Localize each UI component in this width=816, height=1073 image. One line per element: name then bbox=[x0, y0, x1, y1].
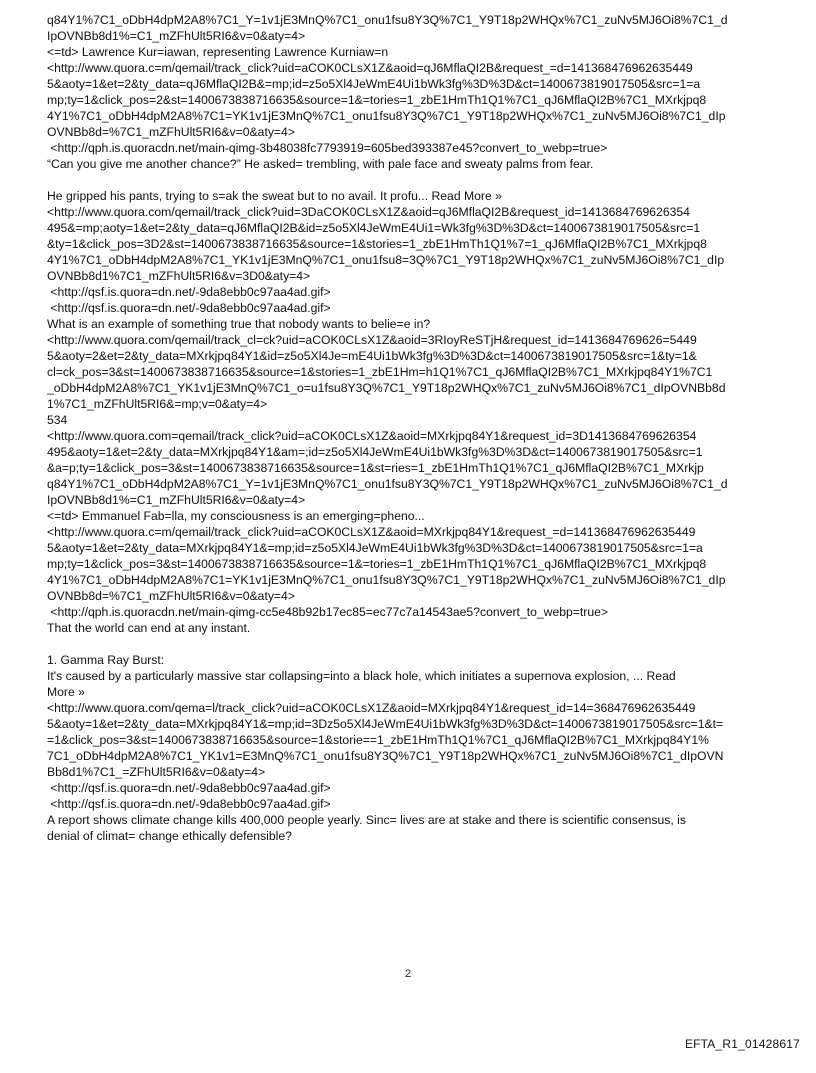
text-line: cl=ck_pos=3&st=1400673838716635&source=1&stories=1_zbE1Hm=h1Q1%7C1_qJ6MflaQI2B%7C1_MXrkjpq84Y1%7C1 bbox=[47, 365, 713, 379]
text-line: <http://qsf.is.quora=dn.net/-9da8ebb0c97aa4ad.gif> bbox=[47, 285, 331, 299]
text-line: 7C1_oDbH4dpM2A8%7C1_YK1v1=E3MnQ%7C1_onu1fsu8Y3Q%7C1_Y9T18p2WHQx%7C1_zuNv5MJ6Oi8%7C1_dIpOVN bbox=[47, 749, 724, 763]
text-line: _oDbH4dpM2A8%7C1_YK1v1jE3MnQ%7C1_o=u1fsu8Y3Q%7C1_Y9T18p2WHQx%7C1_zuNv5MJ6Oi8%7C1_dIpOVNBb8d bbox=[47, 381, 726, 395]
text-line: <http://www.quora.c=m/qemail/track_click?uid=aCOK0CLsX1Z&aoid=qJ6MflaQI2B&request_=d=141368476962635449 bbox=[47, 61, 693, 75]
text-line: 495&aoty=1&et=2&ty_data=MXrkjpq84Y1&am=;id=z5o5Xl4JeWmE4Ui1bWk3fg%3D%3D&ct=1400673819017505&src=1 bbox=[47, 445, 703, 459]
text-line: q84Y1%7C1_oDbH4dpM2A8%7C1_Y=1v1jE3MnQ%7C1_onu1fsu8Y3Q%7C1_Y9T18p2WHQx%7C1_zuNv5MJ6Oi8%7C1_d bbox=[47, 477, 728, 491]
text-line: OVNBb8d=%7C1_mZFhUlt5RI6&v=0&aty=4> bbox=[47, 125, 295, 139]
text-line: 5&aoty=1&et=2&ty_data=qJ6MflaQI2B&=mp;id=z5o5Xl4JeWmE4Ui1bWk3fg%3D%3D&ct=1400673819017505&src=1=a bbox=[47, 77, 701, 91]
text-line: IpOVNBb8d1%=C1_mZFhUlt5RI6&v=0&aty=4> bbox=[47, 493, 306, 507]
text-line: <=td> Lawrence Kur=iawan, representing Lawrence Kurniaw=n bbox=[47, 45, 389, 59]
text-line: <http://www.quora.com/qema=l/track_click?uid=aCOK0CLsX1Z&aoid=MXrkjpq84Y1&request_id=14=368476962635449 bbox=[47, 701, 696, 715]
text-line: It's caused by a particularly massive star collapsing=into a black hole, which initiates a supernova explosion, ... Read bbox=[47, 669, 676, 683]
text-line: 534 bbox=[47, 413, 68, 427]
page-number: 2 bbox=[404, 968, 412, 980]
text-line: <http://qsf.is.quora=dn.net/-9da8ebb0c97aa4ad.gif> bbox=[47, 781, 331, 795]
text-line: <http://qsf.is.quora=dn.net/-9da8ebb0c97aa4ad.gif> bbox=[47, 301, 331, 315]
text-line: mp;ty=1&click_pos=3&st=1400673838716635&source=1&=tories=1_zbE1HmTh1Q1%7C1_qJ6MflaQI2B%7C1_MXrkjpq8 bbox=[47, 557, 707, 571]
text-line: OVNBb8d1%7C1_mZFhUlt5RI6&v=3D0&aty=4> bbox=[47, 269, 311, 283]
blank-line bbox=[47, 172, 775, 188]
email-body-text bbox=[47, 12, 775, 844]
text-line: mp;ty=1&click_pos=2&st=1400673838716635&source=1&=tories=1_zbE1HmTh1Q1%7C1_qJ6MflaQI2B%7C1_MXrkjpq8 bbox=[47, 93, 707, 107]
text-line: OVNBb8d=%7C1_mZFhUlt5RI6&v=0&aty=4> bbox=[47, 589, 295, 603]
blank-line bbox=[47, 636, 775, 652]
text-line: 1%7C1_mZFhUlt5RI6&=mp;v=0&aty=4> bbox=[47, 397, 268, 411]
text-line: <=td> Emmanuel Fab=lla, my consciousness is an emerging=pheno... bbox=[47, 509, 425, 523]
text-line: 4Y1%7C1_oDbH4dpM2A8%7C1=YK1v1jE3MnQ%7C1_onu1fsu8Y3Q%7C1_Y9T18p2WHQx%7C1_zuNv5MJ6Oi8%7C1_dIp bbox=[47, 573, 726, 587]
text-line: denial of climat= change ethically defensible? bbox=[47, 829, 292, 843]
text-line: 4Y1%7C1_oDbH4dpM2A8%7C1=YK1v1jE3MnQ%7C1_onu1fsu8Y3Q%7C1_Y9T18p2WHQx%7C1_zuNv5MJ6Oi8%7C1_dIp bbox=[47, 109, 726, 123]
text-line: =1&click_pos=3&st=1400673838716635&source=1&storie==1_zbE1HmTh1Q1%7C1_qJ6MflaQI2B%7C1_MXrkjpq84Y1% bbox=[47, 733, 709, 747]
text-line: <http://www.quora.com=qemail/track_click?uid=aCOK0CLsX1Z&aoid=MXrkjpq84Y1&request_id=3D1413684769626354 bbox=[47, 429, 697, 443]
text-line: <http://qsf.is.quora=dn.net/-9da8ebb0c97aa4ad.gif> bbox=[47, 797, 331, 811]
text-line: IpOVNBb8d1%=C1_mZFhUlt5RI6&v=0&aty=4> bbox=[47, 29, 306, 43]
text-line: <http://www.quora.c=m/qemail/track_click?uid=aCOK0CLsX1Z&aoid=MXrkjpq84Y1&request_=d=141368476962635449 bbox=[47, 525, 696, 539]
text-line: 4Y1%7C1_oDbH4dpM2A8%7C1_YK1v1jE3MnQ%7C1_onu1fsu8=3Q%7C1_Y9T18p2WHQx%7C1_zuNv5MJ6Oi8%7C1_dIp bbox=[47, 253, 725, 267]
text-line: “Can you give me another chance?” He asked= trembling, with pale face and sweaty palms from fear. bbox=[47, 157, 594, 171]
text-line: He gripped his pants, trying to s=ak the sweat but to no avail. It profu... Read More » bbox=[47, 189, 502, 203]
text-line: 5&aoty=1&et=2&ty_data=MXrkjpq84Y1&=mp;id=3Dz5o5Xl4JeWmE4Ui1bWk3fg%3D%3D&ct=1400673819017505&src=1&t= bbox=[47, 717, 724, 731]
document-id: EFTA_R1_01428617 bbox=[684, 1037, 800, 1051]
text-line: 495&=mp;aoty=1&et=2&ty_data=qJ6MflaQI2B&id=z5o5Xl4JeWmE4Ui1=Wk3fg%3D%3D&ct=1400673819017505&src=1 bbox=[47, 221, 701, 235]
text-line: <http://qph.is.quoracdn.net/main-qimg-3b48038fc7793919=605bed393387e45?convert_to_webp=true> bbox=[47, 141, 608, 155]
text-line: 5&aoty=1&et=2&ty_data=MXrkjpq84Y1&=mp;id=z5o5Xl4JeWmE4Ui1bWk3fg%3D%3D&ct=1400673819017505&src=1=a bbox=[47, 541, 703, 555]
text-line: <http://qph.is.quoracdn.net/main-qimg-cc5e48b92b17ec85=ec77c7a14543ae5?convert_to_webp=true> bbox=[47, 605, 609, 619]
text-line: 5&aoty=2&et=2&ty_data=MXrkjpq84Y1&id=z5o5Xl4Je=mE4Ui1bWk3fg%3D%3D&ct=1400673819017505&src=1&ty=1& bbox=[47, 349, 697, 363]
text-line: 1. Gamma Ray Burst: bbox=[47, 653, 165, 667]
text-line: What is an example of something true that nobody wants to belie=e in? bbox=[47, 317, 431, 331]
text-line: More » bbox=[47, 685, 85, 699]
text-line: <http://www.quora.com/qemail/track_click?uid=3DaCOK0CLsX1Z&aoid=qJ6MflaQI2B&request_id=1413684769626354 bbox=[47, 205, 690, 219]
text-line: q84Y1%7C1_oDbH4dpM2A8%7C1_Y=1v1jE3MnQ%7C1_onu1fsu8Y3Q%7C1_Y9T18p2WHQx%7C1_zuNv5MJ6Oi8%7C1_d bbox=[47, 13, 728, 27]
text-line: <http://www.quora.com/qemail/track_cl=ck?uid=aCOK0CLsX1Z&aoid=3RIoyReSTjH&request_id=1413684769626=5449 bbox=[47, 333, 697, 347]
text-line: &a=p;ty=1&click_pos=3&st=1400673838716635&source=1&st=ries=1_zbE1HmTh1Q1%7C1_qJ6MflaQI2B%7C1_MXrkjp bbox=[47, 461, 704, 475]
text-line: A report shows climate change kills 400,000 people yearly. Sinc= lives are at stake and there is scientific consensus, is bbox=[47, 813, 686, 827]
text-line: Bb8d1%7C1_=ZFhUlt5RI6&v=0&aty=4> bbox=[47, 765, 266, 779]
text-line: &ty=1&click_pos=3D2&st=1400673838716635&source=1&stories=1_zbE1HmTh1Q1%7=1_qJ6MflaQI2B%7C1_MXrkjpq8 bbox=[47, 237, 707, 251]
text-line: That the world can end at any instant. bbox=[47, 621, 251, 635]
